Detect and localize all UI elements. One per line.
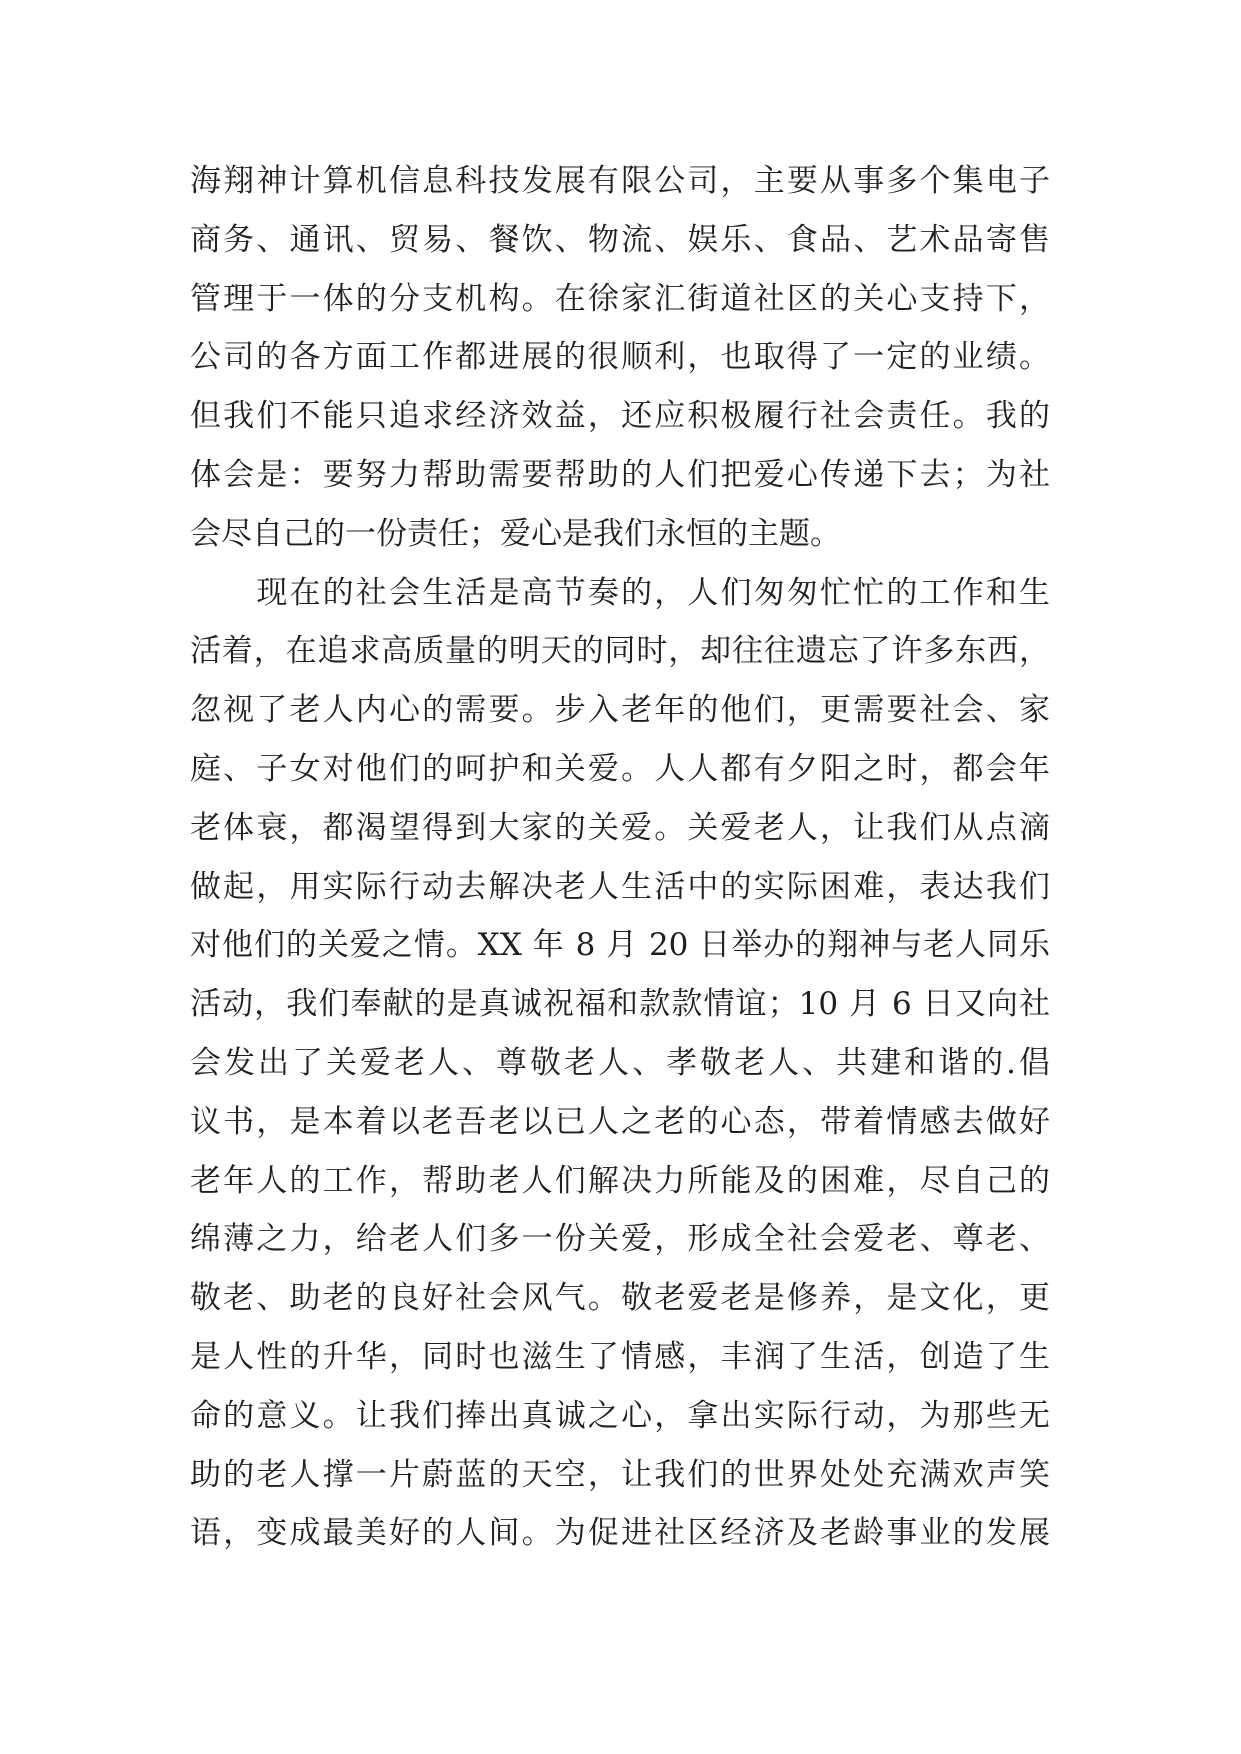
text-line: 绵薄之力，给老人们多一份关爱，形成全社会爱老、尊老、 [190, 1221, 1050, 1258]
text-line: 庭、子女对他们的呵护和关爱。人人都有夕阳之时，都会年 [190, 750, 1050, 787]
text-line: 是人性的升华，同时也滋生了情感，丰润了生活，创造了生 [190, 1338, 1050, 1375]
text-line: 忽视了老人内心的需要。步入老年的他们，更需要社会、家 [190, 692, 1050, 729]
text-line: 会发出了关爱老人、尊敬老人、孝敬老人、共建和谐的.倡 [190, 1044, 1050, 1081]
text-line: 海翔神计算机信息科技发展有限公司，主要从事多个集电子 [190, 163, 1050, 199]
text-line: 做起，用实际行动去解决老人生活中的实际困难，表达我们 [190, 868, 1050, 905]
text-line: 敬老、助老的良好社会风气。敬老爱老是修养，是文化，更 [190, 1280, 1050, 1317]
text-line: 会尽自己的一份责任；爱心是我们永恒的主题。 [190, 515, 841, 552]
text-line: 老年人的工作，帮助老人们解决力所能及的困难，尽自己的 [190, 1162, 1050, 1199]
text-line: 体会是：要努力帮助需要帮助的人们把爱心传递下去；为社 [190, 456, 1050, 493]
body-text [190, 152, 1050, 1563]
text-line: 助的老人撑一片蔚蓝的天空，让我们的世界处处充满欢声笑 [190, 1456, 1050, 1493]
text-line: 活着，在追求高质量的明天的同时，却往往遗忘了许多东西， [190, 633, 1050, 670]
text-line: 管理于一体的分支机构。在徐家汇街道社区的关心支持下， [190, 280, 1050, 317]
text-line: 公司的各方面工作都进展的很顺利，也取得了一定的业绩。 [190, 339, 1050, 376]
text-line: 对他们的关爱之情。XX 年 8 月 20 日举办的翔神与老人同乐 [190, 927, 1050, 964]
text-line: 议书，是本着以老吾老以已人之老的心态，带着情感去做好 [190, 1103, 1050, 1140]
text-line: 语，变成最美好的人间。为促进社区经济及老龄事业的发展 [190, 1515, 1050, 1552]
text-line: 老体衰，都渴望得到大家的关爱。关爱老人，让我们从点滴 [190, 809, 1050, 846]
text-line: 命的意义。让我们捧出真诚之心，拿出实际行动，为那些无 [190, 1397, 1050, 1434]
text-line: 活动，我们奉献的是真诚祝福和款款情谊；10 月 6 日又向社 [190, 986, 1050, 1023]
text-line: 现在的社会生活是高节奏的，人们匆匆忙忙的工作和生 [190, 574, 1050, 611]
text-line: 商务、通讯、贸易、餐饮、物流、娱乐、食品、艺术品寄售 [190, 221, 1050, 258]
text-line: 但我们不能只追求经济效益，还应积极履行社会责任。我的 [190, 398, 1050, 435]
